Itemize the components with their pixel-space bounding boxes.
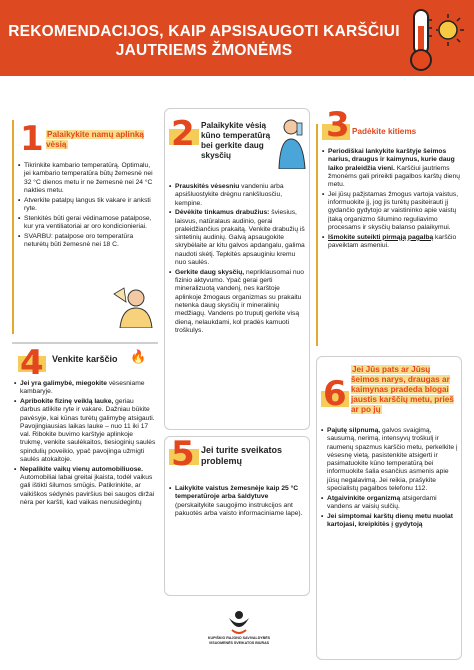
list-item: • Dėvėkite tinkamus drabužius: šviesius, laisvus, natūralaus audinio, gerai praleidžiančius prakaitą. Venkite drabužių iš sintetinių audinių. Galvą apsaugokite skrybėlaite ar kitu galvos apdangalu, galima naudoti skėtį. Tepkitės apsauginiu kremu nuo saulės. [169, 209, 307, 267]
list-item: • Apribokite fizinę veiklą lauke, geriau darbus atlikite ryte ir vakare. Dažniau būkite pavėsyje, kai kūnas turėtų galimybę atsigauti. Pavojingiausias laikas lauke – nuo 11 iki 17 val. Ribokite buvimo karštyje aplinkoje trukmę, venkite saulėkaitos, tiesioginių saulės spindulių poveikio, ypač pavojinga užmigti saulės atokaitoje. [14, 398, 156, 464]
section-5-title: Jei turite sveikatos problemų [201, 445, 283, 466]
section-5-card [164, 436, 310, 596]
thermometer-icon [400, 4, 466, 74]
organization-logo [204, 608, 274, 646]
section-2-title: Palaikykite vėsią kūno temperatūrą bei gerkite daug skysčių [201, 121, 271, 160]
list-item: • Laikykite vaistus žemesnėje kaip 25 °C temperatūroje arba šaldytuve (perskaitykite saugojimo instrukcijos ant pakuotės arba vaisto informaciniame lape). [169, 485, 305, 518]
logo-text-1: KUPIŠKIO RAJONO SAVIVALDYBĖS [207, 636, 271, 640]
list-item: • Pajutę silpnumą, galvos svaigimą, sausumą, nerimą, intensyvų troškulį ir raumenų spazmus karščio metu, perkelkite į vėsesnę vietą, pasistenkite atsigerti ir pasimatuokite kūno temperatūrą bei informuokite šalia esančius asmenis apie jūsų negalavimą. Jei reikia, prašykite specialistų pagalbos telefonu 112. [321, 427, 459, 493]
logo-text-2: VISUOMENĖS SVEIKATOS BIURAS [208, 641, 270, 645]
list-item: • Gerkite daug skysčių, nepriklausomai nuo fizinio aktyvumo. Ypač gerai gerti mineralizuotą vandenį, nes karštoje aplinkoje žmogaus organizmas su prakaitu netenka daug skysčių ir mineralinių medžiagų. Vandens po truputį gerkite visą dieną, nelaukdami, kol pradės kamuoti troškulys. [169, 269, 307, 335]
person-fan-illustration [110, 284, 158, 328]
list-item: • Stenkitės būti gerai vėdinamose patalpose, kur yra ventiliatoriai ar oro kondicionieriai. [18, 215, 156, 232]
list-item: • Atverkite patalpų langus tik vakare ir anksti ryte. [18, 197, 156, 214]
section-1-list [18, 162, 156, 251]
person-drinking-illustration [277, 117, 307, 169]
section-4-list [14, 380, 156, 509]
section-2-list [169, 183, 307, 337]
page-title: REKOMENDACIJOS, KAIP APSISAUGOTI KARŠČIUI JAUTRIEMS ŽMONĖMS [8, 23, 400, 59]
section-3-card [316, 105, 462, 346]
section-3-list [322, 148, 462, 252]
list-item: • Jei yra galimybė, miegokite vėsesniame kambaryje. [14, 380, 156, 397]
list-item: • Periodiškai lankykite karštyje šeimos narius, draugus ir kaimynus, kurie daug laiko praleidžia vieni. Karščiui jautriems žmonėms gali prireikti pagalbos karštų dienų metu. [322, 148, 462, 189]
list-item: • Nepalikite vaikų vienų automobiliuose. Automobiliai labai greitai įkaista, todėl vaikus gali ištikti šilumos smūgis. Patikrinkite, ar vaikiškos sėdynės paviršius bei saugos diržai nėra per karšti, kad vaikas nenusidegintų [14, 466, 156, 507]
fire-icon: 🔥 [130, 349, 147, 364]
list-item: • Jei jūsų pažįstamas žmogus vartoja vaistus, informuokite jį, jog jis turėtų pasiteirauti jį gydančio gydytojo ar vaistininko apie vaistų įtaką organizmo šilumino reguliavimo procesams ir skysčių balanso palaikymui. [322, 191, 462, 232]
list-item: • Atgaivinkite organizmą atsigerdami vandens ar vaisių sulčių. [321, 495, 459, 512]
section-4-card [12, 343, 158, 646]
section-1-title: Palaikykite namų aplinką vėsią [46, 130, 144, 149]
list-item: • Išmokite suteikti pirmąją pagalbą karščio paveiktam asmeniui. [322, 234, 462, 251]
section-4-title: Venkite karščio [52, 354, 118, 364]
section-6-number: 6 [323, 374, 347, 414]
section-6-title: Jei Jūs pats ar Jūsų šeimos narys, draugas ar kaimynas pradeda blogai jaustis karščių metu, prieš ar po jų [351, 365, 454, 414]
section-1-number: 1 [20, 119, 44, 159]
section-1-card [12, 120, 158, 334]
section-2-number: 2 [171, 114, 195, 154]
section-6-card [316, 356, 462, 660]
list-item: • Tikrinkite kambario temperatūrą. Optimalu, jei kambario temperatūra būtų žemesnė nei 32 °C dienos metu ir ne žemesnė nei 24 °C nakties metu. [18, 162, 156, 195]
section-2-card [164, 108, 310, 430]
section-5-number: 5 [171, 434, 195, 474]
list-item: • Jei simptomai karštų dienų metu nuolat kartojasi, kreipkitės į gydytoją [321, 513, 459, 530]
section-3-number: 3 [326, 105, 350, 145]
section-4-number: 4 [20, 343, 44, 383]
section-5-list [169, 485, 305, 520]
section-3-title: Padėkite kitiems [352, 127, 417, 136]
list-item: • Prauskitės vėsesniu vandeniu arba apsišluostykite drėgnu rankšluosčiu, kempine. [169, 183, 307, 208]
section-6-list [321, 427, 459, 531]
header-banner [0, 0, 474, 76]
list-item: • SVARBU: patalpose oro temperatūra neturėtų būti žemesnė nei 18 C. [18, 233, 156, 250]
logo-icon [226, 608, 252, 636]
